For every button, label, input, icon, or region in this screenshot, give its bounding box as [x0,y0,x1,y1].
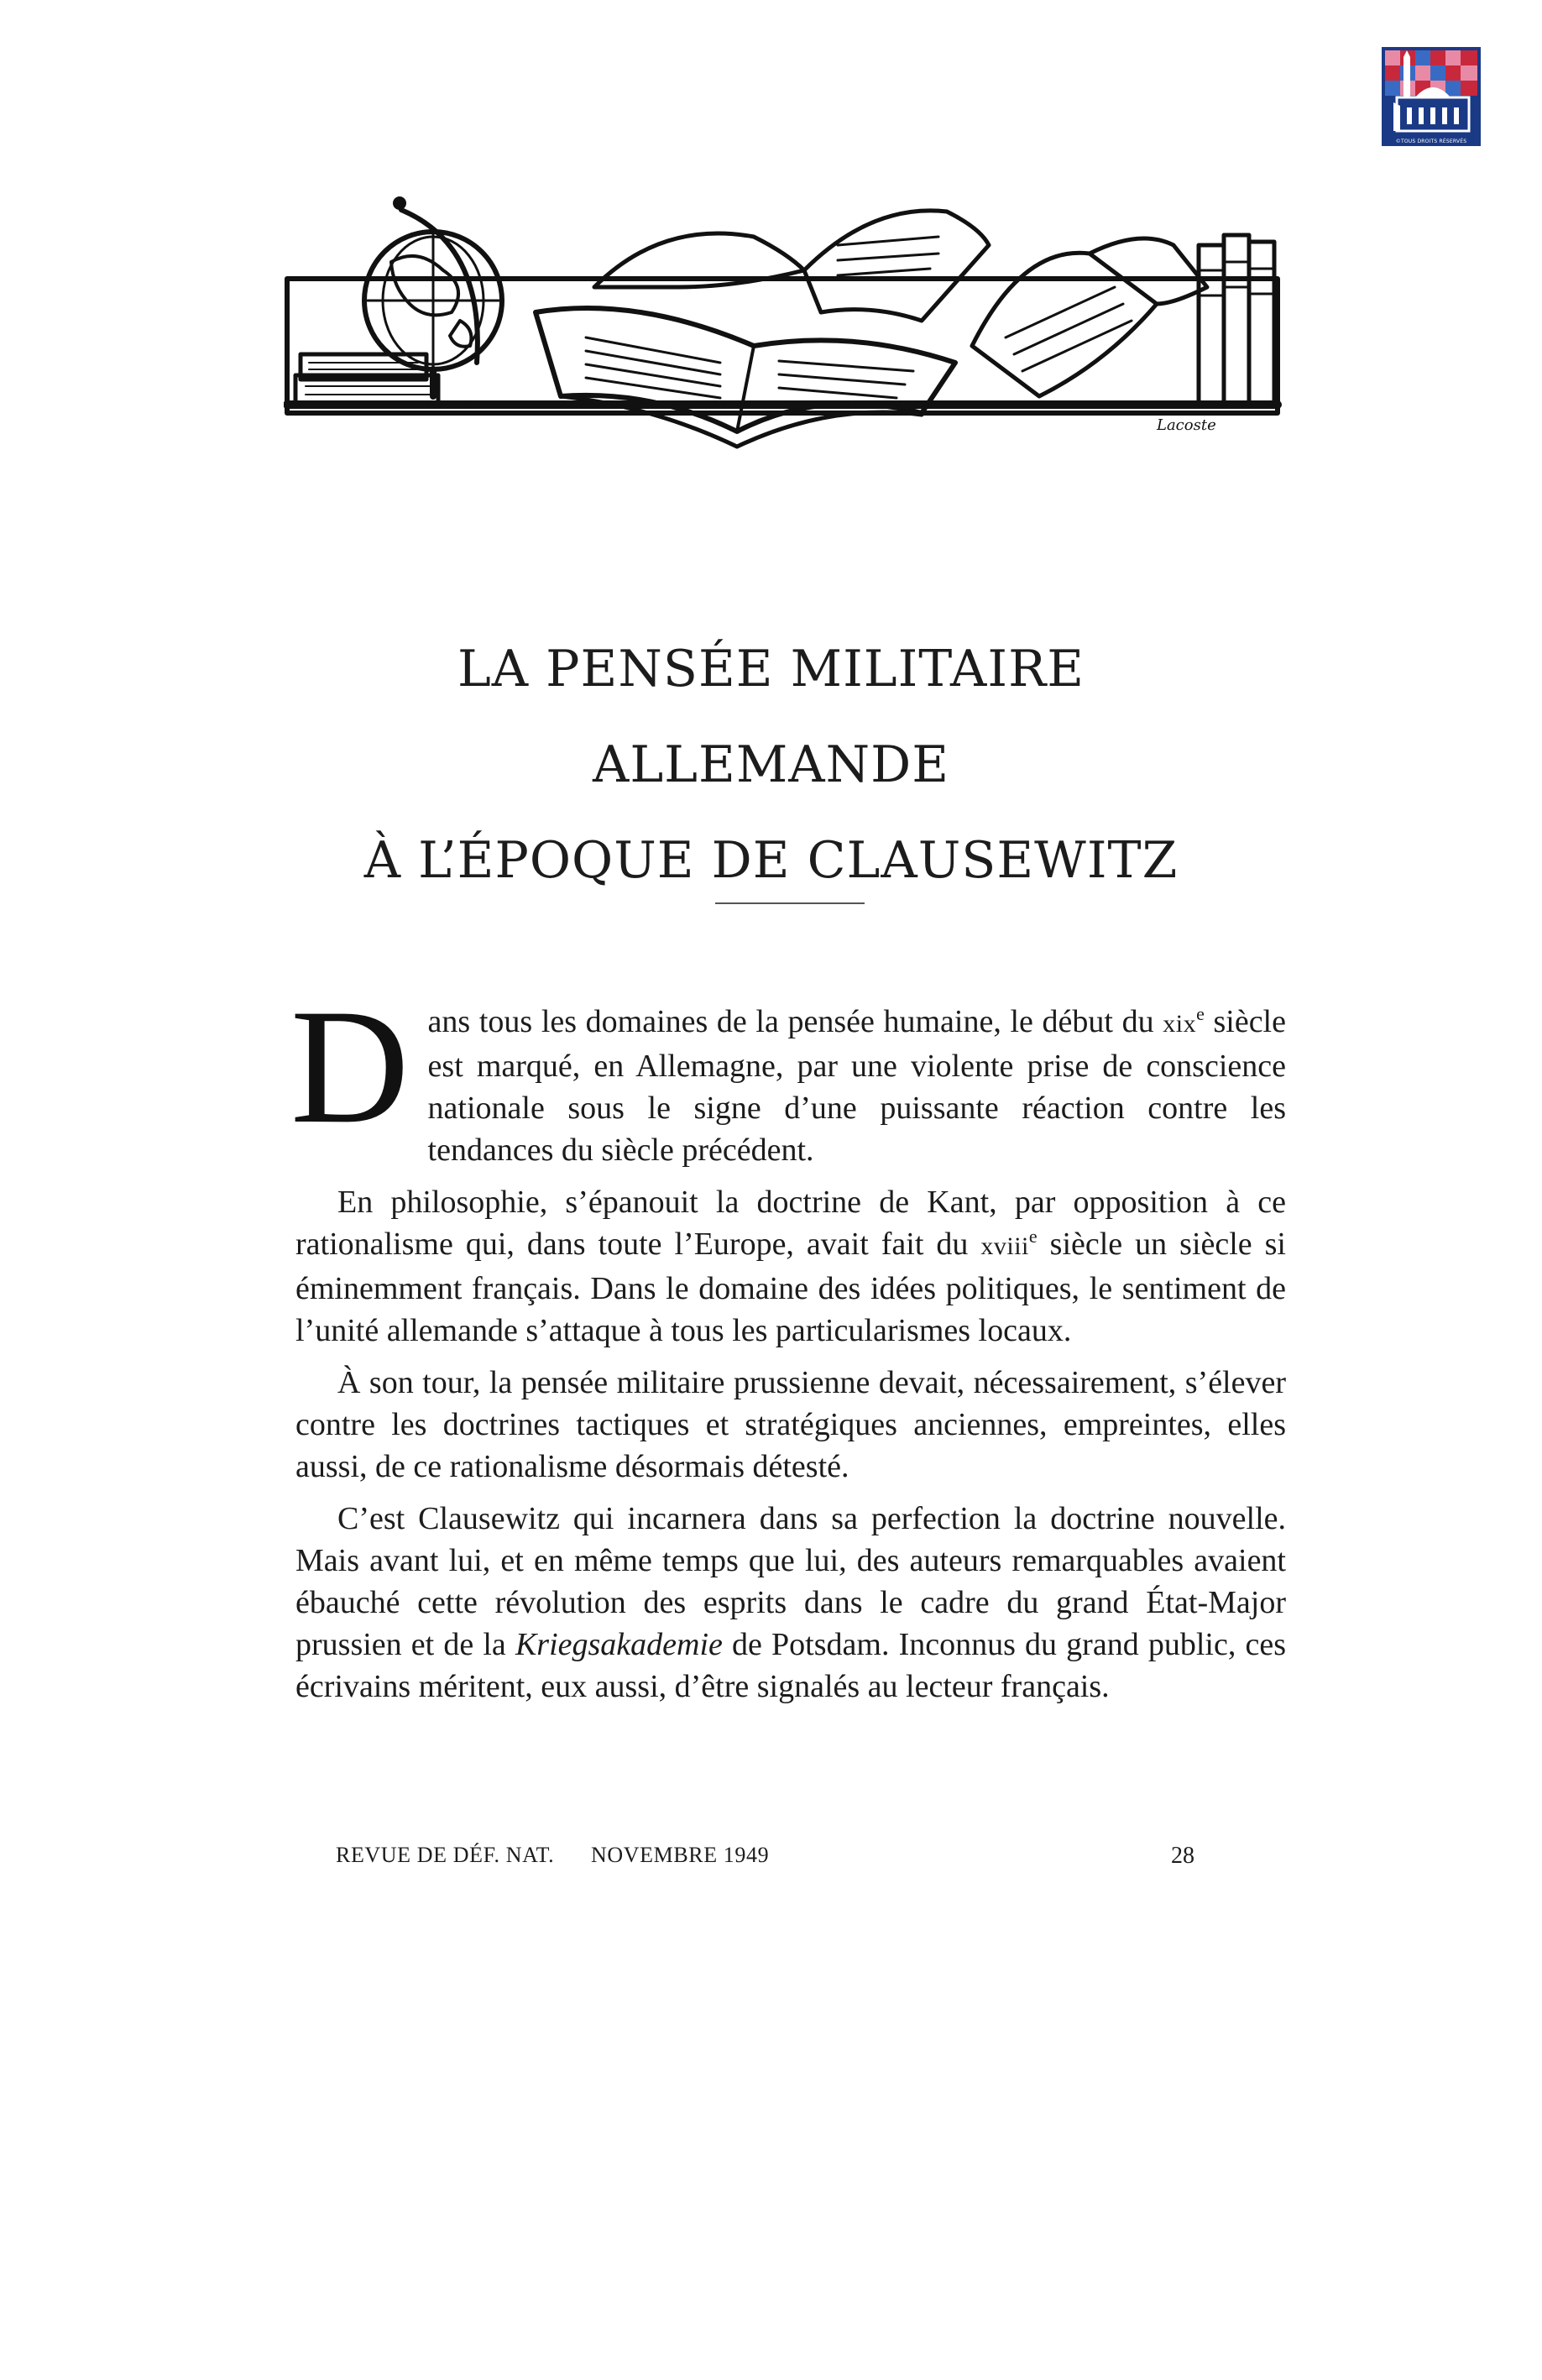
article-body [290,976,1286,1718]
page-number: 28 [1171,1843,1194,1869]
building-icon [1382,47,1481,137]
century-numeral: xviii [980,1232,1029,1260]
century-numeral: xix [1163,1010,1197,1038]
paragraph-1-text-a: ans tous les domaines de la pensée humaine, le début du [427,1004,1163,1039]
ordinal-superscript: e [1196,1003,1205,1024]
drop-cap: D [290,976,410,1158]
books-and-globe-engraving-icon [284,195,1284,472]
ordinal-superscript: e [1028,1226,1038,1247]
illustration-signature: Lacoste [1157,416,1216,434]
article-title [252,621,1290,908]
title-line-1: LA PENSÉE MILITAIRE [457,640,1085,698]
paragraph-1-text-b: siècle est marqué, en Allemagne, par une violente prise de conscience nationale sous le signe d’une puissante réaction contre les tendances du siècle précédent. [427,1004,1286,1168]
title-line-3: À L’ÉPOQUE DE CLAUSEWITZ [363,831,1179,890]
paragraph-2-text-a: En philosophie, s’épanouit la doctrine de Kant, par opposition à ce rationalisme qui, dans toute l’Europe, avait fait du [295,1185,1286,1262]
title-line-2: ALLEMANDE [593,735,949,794]
paragraph-4-text-a: C’est Clausewitz qui incarnera dans sa perfection la doctrine nouvelle. Mais avant lui, et en même temps que lui, des auteurs remarquables avaient ébauché cette révolution des esprits dans le cadre du grand État-Major prussien et de la [295,1501,1286,1662]
publisher-logo [1382,47,1481,146]
logo-caption: ©TOUS DROITS RÉSERVÉS [1382,137,1481,146]
title-divider [715,902,865,904]
footer-journal: REVUE DE DÉF. NAT. [336,1843,555,1867]
paragraph-4 [295,1498,1286,1708]
paragraph-4-text-b: de Potsdam. Inconnus du grand public, ces écrivains méritent, eux aussi, d’être signalés au lecteur français. [295,1627,1286,1704]
footer-date: NOVEMBRE 1949 [591,1843,770,1867]
paragraph-3: À son tour, la pensée militaire prussienne devait, nécessairement, s’élever contre les doctrines tactiques et stratégiques anciennes, empreintes, elles aussi, de ce rationalisme désormais détesté. [295,1365,1286,1484]
paragraph-1 [290,976,1286,1171]
page-footer [0,1843,1542,1876]
kriegsakademie-italic: Kriegsakademie [515,1627,723,1662]
paragraph-2-text-b: siècle un siècle si éminemment français. Dans le domaine des idées politiques, le sentiment de l’unité allemande s’attaque à tous les particularismes locaux. [295,1227,1286,1348]
paragraph-2 [295,1181,1286,1352]
